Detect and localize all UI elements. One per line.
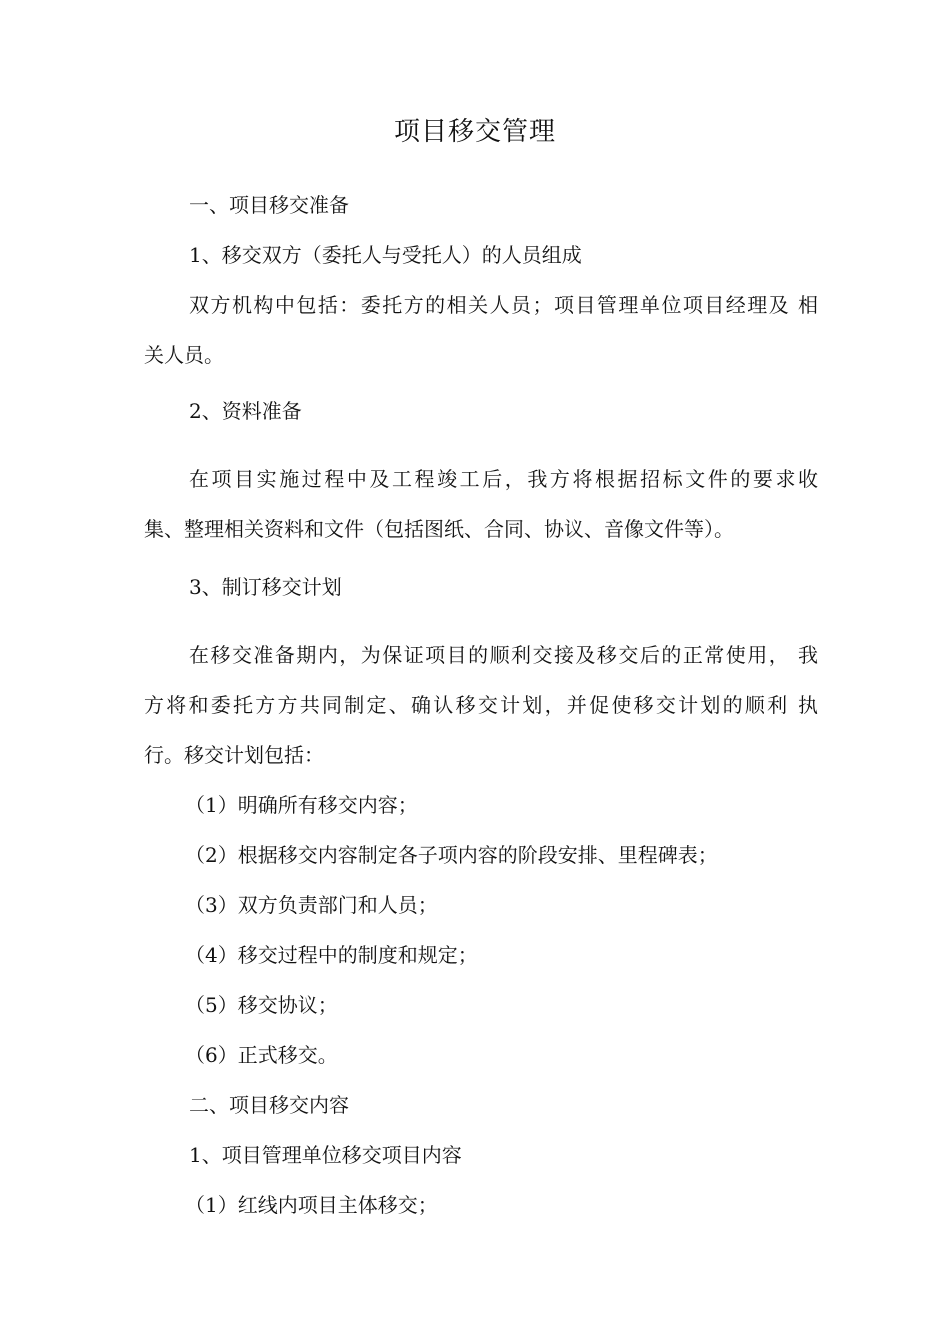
list-item: （4）移交过程中的制度和规定； — [185, 943, 478, 967]
paragraph-line: 双方机构中包括：委托方的相关人员；项目管理单位项目经理及 相 — [189, 293, 818, 317]
paragraph-line: 关人员。 — [144, 343, 224, 367]
paragraph-line: 在项目实施过程中及工程竣工后，我方将根据招标文件的要求收 — [189, 467, 818, 491]
list-item: （1）红线内项目主体移交； — [185, 1193, 438, 1217]
list-item: （3）双方负责部门和人员； — [185, 893, 438, 917]
paragraph-line: 行。移交计划包括： — [144, 743, 324, 767]
subheading-1-2: 2、资料准备 — [189, 399, 302, 423]
list-item: （2）根据移交内容制定各子项内容的阶段安排、里程碑表； — [185, 843, 718, 867]
subheading-1-3: 3、制订移交计划 — [189, 575, 342, 599]
document-title: 项目移交管理 — [393, 117, 556, 147]
list-item: （1）明确所有移交内容； — [185, 793, 418, 817]
paragraph-line: 在移交准备期内，为保证项目的顺利交接及移交后的正常使用， 我 — [189, 643, 818, 667]
section-heading-2: 二、项目移交内容 — [189, 1093, 349, 1117]
paragraph-line: 方将和委托方方共同制定、确认移交计划，并促使移交计划的顺利 执 — [144, 693, 818, 717]
paragraph-line: 集、整理相关资料和文件（包括图纸、合同、协议、音像文件等）。 — [144, 517, 734, 541]
subheading-2-1: 1、项目管理单位移交项目内容 — [189, 1143, 462, 1167]
section-heading-1: 一、项目移交准备 — [189, 193, 349, 217]
list-item: （6）正式移交。 — [185, 1043, 338, 1067]
subheading-1-1: 1、移交双方（委托人与受托人）的人员组成 — [189, 243, 582, 267]
list-item: （5）移交协议； — [185, 993, 338, 1017]
